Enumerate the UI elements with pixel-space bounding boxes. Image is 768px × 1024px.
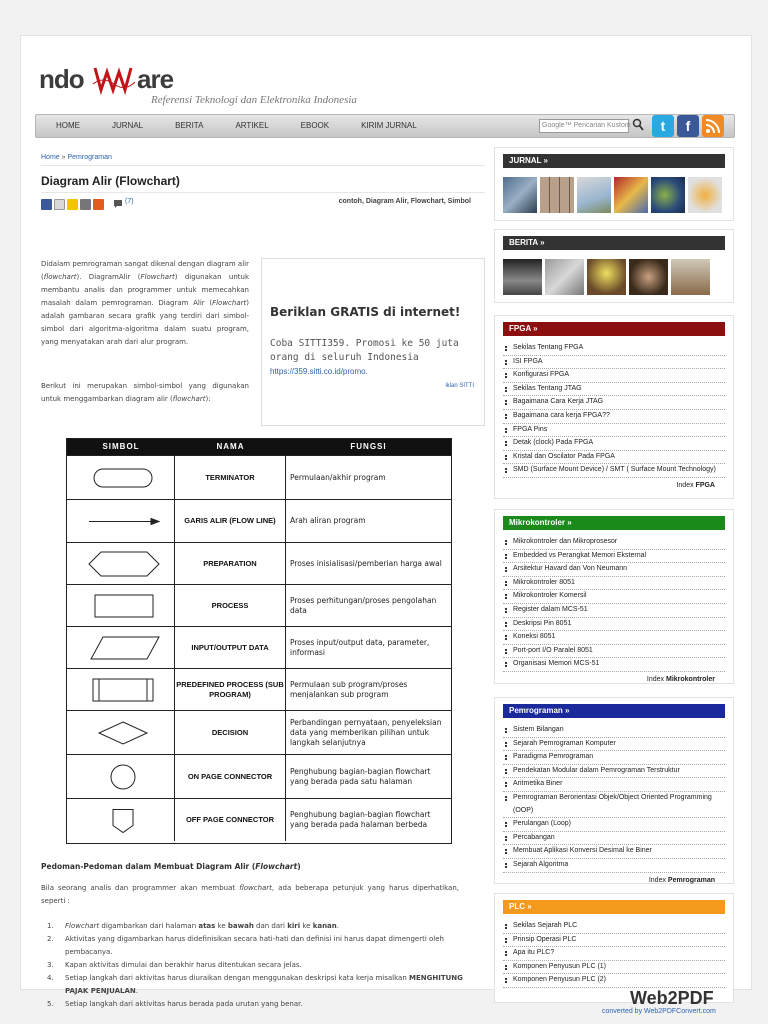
list-number: 1. <box>47 922 54 930</box>
berita-thumbnail[interactable] <box>545 259 584 295</box>
sidebar-link-pemrograman[interactable]: Membuat Aplikasi Konversi Desimal ke Biner <box>503 845 725 859</box>
sidebar-link-fpga[interactable]: Bagaimana Cara Kerja JTAG <box>503 396 725 410</box>
symbol-name-cell: OFF PAGE CONNECTOR <box>175 799 286 841</box>
sidebar-link-fpga[interactable]: Sekilas Tentang FPGA <box>503 342 725 356</box>
terminator-symbol-icon <box>67 456 175 500</box>
sidebar-link-mikro[interactable]: Mikrokontroler Komersil <box>503 590 725 604</box>
logo-text-right: are <box>137 64 174 94</box>
sidebar-link-pemrograman[interactable]: Aritmetika Biner <box>503 778 725 792</box>
pemrograman-link-list <box>503 724 725 873</box>
arrow-symbol-icon <box>67 500 175 543</box>
sidebar-link-plc[interactable]: Sekilas Sejarah PLC <box>503 920 725 934</box>
symbol-name-cell: ON PAGE CONNECTOR <box>175 755 286 798</box>
list-number: 5. <box>47 1000 54 1008</box>
sidebar-link-plc[interactable]: Komponen Penyusun PLC (2) <box>503 974 725 988</box>
symbol-name-cell: INPUT/OUTPUT DATA <box>175 627 286 668</box>
diamond-shape <box>99 722 147 744</box>
sidebar-link-pemrograman[interactable]: Pendekatan Modular dalam Pemrograman Terstruktur <box>503 765 725 779</box>
web2pdf-badge[interactable] <box>602 988 760 1022</box>
offpage-symbol-icon <box>67 799 175 842</box>
table-header <box>67 439 451 455</box>
arrow-shape <box>151 519 159 525</box>
sidebar-link-fpga[interactable]: Bagaimana cara kerja FPGA?? <box>503 410 725 424</box>
sidebar-jurnal <box>494 147 734 221</box>
table-row <box>67 499 451 542</box>
sidebar-link-mikro[interactable]: Mikrokontroler dan Mikroprosesor <box>503 536 725 550</box>
sidebar-link-fpga[interactable]: Kristal dan Oscilator Pada FPGA <box>503 451 725 465</box>
sidebar-link-fpga[interactable]: SMD (Surface Mount Device) / SMT ( Surface Mount Technology) <box>503 464 725 478</box>
mikrokontroler-index-link[interactable] <box>495 676 715 683</box>
sidebar-link-pemrograman[interactable]: Sejarah Algoritma <box>503 859 725 873</box>
main-navbar <box>35 114 735 138</box>
sidebar-heading-jurnal[interactable]: JURNAL » <box>503 154 725 168</box>
header-fungsi: FUNGSI <box>350 442 387 451</box>
symbol-name-cell: PREPARATION <box>175 543 286 584</box>
sidebar-link-mikro[interactable]: Embedded vs Perangkat Memori Eksternal <box>503 550 725 564</box>
diamond-symbol-icon <box>67 711 175 755</box>
sidebar-pemrograman <box>494 697 734 884</box>
predefined-symbol-icon <box>67 669 175 711</box>
sidebar-link-pemrograman[interactable]: Paradigma Pemrograman <box>503 751 725 765</box>
sidebar-link-fpga[interactable]: Sekilas Tentang JTAG <box>503 383 725 397</box>
rss-icon[interactable] <box>702 115 724 137</box>
logo-text-left: ndo <box>39 64 84 94</box>
symbol-cell <box>67 585 175 626</box>
sidebar-link-pemrograman[interactable]: Sejarah Pemrograman Komputer <box>503 738 725 752</box>
sidebar-fpga <box>494 315 734 499</box>
share-row <box>41 197 485 215</box>
breadcrumb-current[interactable]: Pemrograman <box>67 154 112 161</box>
guide-intro-paragraph <box>41 882 459 908</box>
symbol-name-cell: TERMINATOR <box>175 456 286 499</box>
sidebar-link-pemrograman[interactable]: Sistem Bilangan <box>503 724 725 738</box>
nav-item-jurnal[interactable]: JURNAL <box>112 121 144 130</box>
plc-link-list <box>503 920 725 988</box>
sidebar-link-mikro[interactable]: Port-port I/O Paralel 8051 <box>503 645 725 659</box>
sidebar-heading-berita[interactable]: BERITA » <box>503 236 725 250</box>
breadcrumb-home[interactable]: Home <box>41 154 60 161</box>
guide-heading-part: Pedoman-Pedoman dalam Membuat Diagram Alir ( <box>41 862 256 871</box>
emphasis-text: flowchart <box>239 884 272 892</box>
sidebar-link-mikro[interactable]: Mikrokontroler 8051 <box>503 577 725 591</box>
ad-url[interactable]: https://359.sitti.co.id/promo. <box>270 367 368 376</box>
table-row <box>67 626 451 668</box>
symbol-name-cell: DECISION <box>175 711 286 754</box>
guide-list-item <box>47 933 465 959</box>
sidebar-link-mikro[interactable]: Organisasi Memori MCS-51 <box>503 658 725 672</box>
add-share-icon[interactable] <box>93 199 104 210</box>
body-text: ) digunakan untuk membantu analis dan programmer untuk memecahkan masalah dalam pemrograman. Diagram Alir ( <box>41 273 249 307</box>
sidebar-link-fpga[interactable]: ISI FPGA <box>503 356 725 370</box>
body-text: Bila seorang analis dan programmer akan membuat <box>41 884 240 892</box>
symbol-function-cell: Perbandingan pernyataan, penyeleksian data yang memberikan pilihan untuk langkah selanjutnya <box>290 717 442 747</box>
body-text: , ada beberapa petunjuk yang harus diperhatikan, seperti : <box>41 884 459 905</box>
symbol-function-cell: Proses inisialisasi/pemberian harga awal <box>290 558 442 568</box>
table-row <box>67 455 451 499</box>
nav-item-berita[interactable]: BERITA <box>175 121 204 130</box>
sidebar-link-pemrograman[interactable]: Perulangan (Loop) <box>503 818 725 832</box>
guide-list-item <box>47 920 465 933</box>
emphasis-text: Flowchart <box>140 273 175 281</box>
ad-brand[interactable]: iklan SITTI <box>445 383 474 389</box>
index-label: Mikrokontroler <box>665 675 715 683</box>
symbol-function-cell: Proses input/output data, parameter, informasi <box>290 637 430 657</box>
intro-paragraph <box>41 258 249 349</box>
site-tagline: Referensi Teknologi dan Elektronika Indonesia <box>151 94 357 106</box>
index-label: FPGA <box>695 481 715 489</box>
list-item-text: Flowchart digambarkan dari halaman atas ke bawah dan dari kiri ke kanan. <box>65 922 339 930</box>
symbol-cell <box>67 500 175 542</box>
guide-list-item <box>47 998 465 1011</box>
sidebar-link-plc[interactable]: Apa itu PLC? <box>503 947 725 961</box>
symbol-cell <box>67 456 175 499</box>
hexagon-symbol-icon <box>67 543 175 585</box>
ad-title[interactable]: Beriklan GRATIS di internet! <box>270 305 461 319</box>
guide-heading <box>41 862 301 871</box>
header-nama: NAMA <box>216 442 245 451</box>
facebook-icon[interactable]: f <box>677 115 699 137</box>
table-row <box>67 798 451 841</box>
symbol-function-cell: Arah aliran program <box>290 516 366 525</box>
parallelogram-shape <box>91 637 159 659</box>
symbol-cell <box>67 799 175 841</box>
list-item-text: Setiap langkah dari aktivitas harus berada pada urutan yang benar. <box>65 1000 303 1008</box>
nav-item-ebook[interactable]: EBOOK <box>300 121 330 130</box>
table-row <box>67 584 451 626</box>
sidebar-link-mikro[interactable]: Koneksi 8051 <box>503 631 725 645</box>
web2pdf-logo: Web2PDF <box>630 988 714 1008</box>
emphasis-text: Flowchart <box>212 299 247 307</box>
table-row <box>67 668 451 710</box>
breadcrumb <box>41 154 485 166</box>
symbol-cell <box>67 711 175 754</box>
symbol-name-cell: PROCESS <box>175 585 286 626</box>
sidebar-link-mikro[interactable]: Deskripsi Pin 8051 <box>503 618 725 632</box>
body-text: ): <box>205 395 211 403</box>
jurnal-thumbnails <box>503 177 725 213</box>
twitter-icon[interactable]: t <box>652 115 674 137</box>
site-logo[interactable] <box>39 58 439 108</box>
circle-symbol-icon <box>67 755 175 799</box>
symbol-function-cell: Proses perhitungan/proses pengolahan data <box>290 595 437 615</box>
post-tags[interactable]: contoh, Diagram Alir, Flowchart, Simbol <box>338 198 471 205</box>
sidebar-link-pemrograman[interactable]: Percabangan <box>503 832 725 846</box>
sidebar-heading-fpga[interactable]: FPGA » <box>503 322 725 336</box>
symbol-function-cell: Permulaan sub program/proses menjalankan sub program <box>290 679 408 699</box>
berita-thumbnails <box>503 259 725 295</box>
nav-item-home[interactable]: HOME <box>56 121 80 130</box>
breadcrumb-separator: » <box>61 154 66 161</box>
mikrokontroler-link-list <box>503 536 725 672</box>
circle-shape <box>111 765 135 789</box>
berita-thumbnail[interactable] <box>587 259 626 295</box>
list-number: 4. <box>47 974 54 982</box>
rect-symbol-icon <box>67 585 175 627</box>
fpga-link-list <box>503 342 725 478</box>
sidebar-berita <box>494 229 734 303</box>
symbol-function-cell: Penghubung bagian-bagian flowchart yang berada pada halaman berbeda <box>290 810 431 829</box>
guide-list <box>47 920 465 1011</box>
jurnal-thumbnail[interactable] <box>540 177 574 213</box>
guide-list-item <box>47 959 465 972</box>
sidebar-heading-mikrokontroler[interactable]: Mikrokontroler » <box>503 516 725 530</box>
web2pdf-converted-link[interactable]: converted by Web2PDFConvert.com <box>602 1008 716 1015</box>
comment-icon[interactable] <box>113 199 123 209</box>
table-row <box>67 542 451 584</box>
facebook-share-icon[interactable] <box>41 199 52 210</box>
rect-shape <box>95 595 153 617</box>
body-text: Berikut ini merupakan simbol-simbol yang digunakan untuk menggambarkan diagram alir ( <box>41 382 249 403</box>
table-row <box>67 710 451 754</box>
sidebar-link-mikro[interactable]: Arsitektur Havard dan Von Neumann <box>503 563 725 577</box>
sidebar-link-fpga[interactable]: Konfigurasi FPGA <box>503 369 725 383</box>
predefined-shape <box>93 679 153 701</box>
terminator-shape <box>94 469 152 487</box>
comment-count[interactable]: (7) <box>125 198 134 205</box>
body-text: ) adalah gambaran secara grafik yang terdiri dari simbol-simbol dari algoritma-algoritma dalam suatu program, yang menyatakan arah dari alur program. <box>41 299 249 346</box>
index-prefix: Index <box>646 675 666 683</box>
list-number: 3. <box>47 961 54 969</box>
symbol-cell <box>67 627 175 668</box>
ad-body: Coba SITTI359. Promosi ke 50 juta orang di seluruh Indonesia <box>270 338 459 363</box>
list-number: 2. <box>47 935 54 943</box>
index-prefix: Index <box>676 481 696 489</box>
sidebar-link-fpga[interactable]: Detak (clock) Pada FPGA <box>503 437 725 451</box>
share-icons <box>41 199 106 210</box>
parallelogram-symbol-icon <box>67 627 175 669</box>
jurnal-thumbnail[interactable] <box>688 177 722 213</box>
jurnal-thumbnail[interactable] <box>614 177 648 213</box>
symbol-function-cell: Permulaan/akhir program <box>290 472 386 482</box>
nav-item-kirim-jurnal[interactable]: KIRIM JURNAL <box>361 121 417 130</box>
guide-heading-part: Flowchart <box>255 862 298 871</box>
nav-item-artikel[interactable]: ARTIKEL <box>235 121 269 130</box>
jurnal-thumbnail[interactable] <box>503 177 537 213</box>
header-simbol: SIMBOL <box>102 442 140 451</box>
sidebar-link-plc[interactable]: Komponen Penyusun PLC (1) <box>503 961 725 975</box>
symbol-name-cell: GARIS ALIR (FLOW LINE) <box>175 500 286 542</box>
list-item-text: Kapan aktivitas dimulai dan berakhir harus ditentukan secara jelas. <box>65 961 302 969</box>
emphasis-text: flowchart <box>43 273 77 281</box>
list-item-text: Setiap langkah dari aktivitas harus diuraikan dengan menggunakan deskripsi kata kerja misalkan MENGHITUNG PAJAK PENJUALAN. <box>65 974 463 995</box>
symbol-cell <box>67 543 175 584</box>
page-title: Diagram Alir (Flowchart) <box>41 174 485 193</box>
body-text: Didalam pemrograman sangat dikenal dengan diagram alir ( <box>41 260 249 281</box>
symbol-function-cell: Penghubung bagian-bagian flowchart yang berada pada satu halaman <box>290 766 431 786</box>
pemrograman-index-link[interactable] <box>495 877 715 884</box>
email-share-icon[interactable] <box>54 199 65 210</box>
sidebar-heading-plc[interactable]: PLC » <box>503 900 725 914</box>
index-prefix: Index <box>648 876 668 884</box>
sidebar-mikrokontroler <box>494 509 734 684</box>
index-label: Pemrograman <box>667 876 715 884</box>
berita-thumbnail[interactable] <box>671 259 710 295</box>
sidebar-link-pemrograman[interactable]: Pemrograman Berorientasi Objek/Object Oriented Programming (OOP) <box>503 792 725 818</box>
flowchart-symbol-table <box>66 438 452 844</box>
sidebar-link-plc[interactable]: Prinsip Operasi PLC <box>503 934 725 948</box>
main-content <box>41 154 485 1008</box>
nav-menu <box>56 115 449 137</box>
hexagon-shape <box>89 552 159 576</box>
search-input[interactable]: Google™ Pencarian Kustom <box>539 119 629 133</box>
print-icon[interactable] <box>80 199 91 210</box>
sidebar-plc <box>494 893 734 1003</box>
logo-w-wave-icon <box>93 62 135 96</box>
offpage-shape <box>113 810 133 833</box>
symbol-name-cell: PREDEFINED PROCESS (SUB PROGRAM) <box>175 669 286 710</box>
jurnal-thumbnail[interactable] <box>651 177 685 213</box>
sidebar-heading-pemrograman[interactable]: Pemrograman » <box>503 704 725 718</box>
table-row <box>67 754 451 798</box>
list-item-text: Aktivitas yang digambarkan harus didefinisikan secara hati-hati dan definisi ini harus dapat dimengerti oleh pembacanya. <box>65 935 444 956</box>
symbols-intro-paragraph <box>41 380 249 406</box>
rss-glyph <box>702 115 724 137</box>
fpga-index-link[interactable] <box>495 482 715 489</box>
symbol-cell <box>67 669 175 710</box>
body-text: ). DiagramAlir ( <box>76 273 141 281</box>
sidebar-link-mikro[interactable]: Register dalam MCS-51 <box>503 604 725 618</box>
search-icon[interactable] <box>632 118 644 132</box>
berita-thumbnail[interactable] <box>629 259 668 295</box>
jurnal-thumbnail[interactable] <box>577 177 611 213</box>
ad-box[interactable] <box>261 258 485 426</box>
guide-heading-part: ) <box>297 862 301 871</box>
symbol-cell <box>67 755 175 798</box>
favorite-icon[interactable] <box>67 199 78 210</box>
guide-list-item <box>47 972 465 998</box>
sidebar-link-fpga[interactable]: FPGA Pins <box>503 424 725 438</box>
berita-thumbnail[interactable] <box>503 259 542 295</box>
emphasis-text: flowchart <box>172 395 206 403</box>
